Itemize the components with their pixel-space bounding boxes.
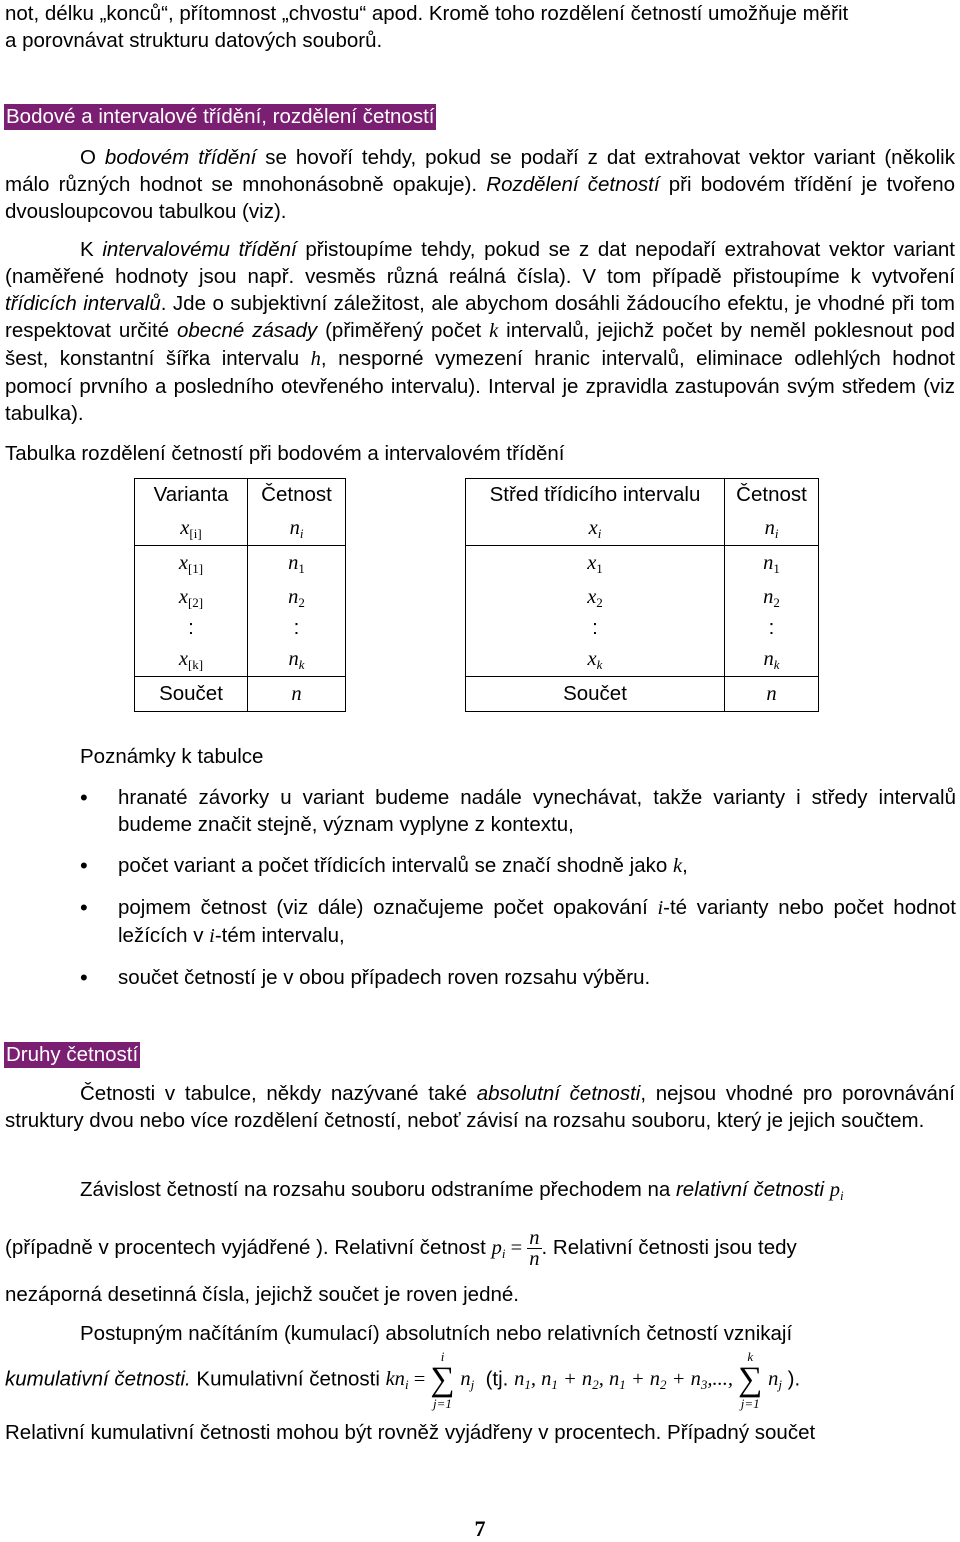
- cell-variant-1: $x_{[1]}$: [135, 546, 248, 581]
- paragraph-relativni-definice: (případně v procentech vyjádřené ). Relativní četnost $p_i$ = $\frac{n}{n}$ . Relativní četnosti jsou tedy: [5, 1226, 797, 1271]
- note-item-4: • součet četností je v obou případech roven rozsahu výběru.: [80, 964, 956, 991]
- formula-partial-sums: $n_1$, $n_1 + n_2$, $n_1 + n_2 + n_3$,...,: [514, 1368, 739, 1393]
- symbol-midpoint: $x_i$: [466, 511, 725, 546]
- cell-frequency-2: $n_2$: [248, 580, 346, 614]
- symbol-frequency-right: $n_i$: [725, 511, 819, 546]
- cell-midpoint-2: $x_2$: [466, 580, 725, 614]
- cell-midpoint-1: $x_1$: [466, 546, 725, 581]
- cell-sum-value: n: [248, 677, 346, 712]
- header-cetnost-right: Četnost: [725, 479, 819, 512]
- cell-dots-variant: :: [135, 614, 248, 642]
- paragraph-kumulace: Postupným načítáním (kumulací) absolutních nebo relativních četností vznikají: [80, 1322, 793, 1345]
- notes-list: [80, 784, 956, 1005]
- paragraph-absolutni-cetnosti: Četnosti v tabulce, někdy nazývané také absolutní četnosti, nejsou vhodné pro porovnávání struktury dvou nebo více rozdělení četností, neboť závisí na rozsahu souboru, který je jejich součtem.: [5, 1082, 956, 1132]
- paragraph-relativni-soucet: nezáporná desetinná čísla, jejichž součet je roven jedné.: [5, 1283, 519, 1306]
- cell-variant-k: $x_{[k]}$: [135, 642, 248, 677]
- cell-sum-label-right: Součet: [466, 677, 725, 712]
- page-number: 7: [474, 1516, 486, 1541]
- header-cetnost: Četnost: [248, 479, 346, 512]
- symbol-frequency: $n_i$: [248, 511, 346, 546]
- section-heading-bodove: Bodové a intervalové třídění, rozdělení četností: [6, 105, 435, 128]
- note-item-2: • počet variant a počet třídicích intervalů se značí shodně jako k,: [80, 852, 956, 880]
- note-item-1: • hranaté závorky u variant budeme nadále vynechávat, takže varianty i středy intervalů budeme značit stejně, význam vyplyne z kontextu,: [80, 784, 956, 838]
- cell-frequency-k: $n_k$: [248, 642, 346, 677]
- paragraph-intervalove-trideni: K intervalovému třídění přistoupíme tehdy, pokud se z dat nepodaří extrahovat vektor variant (naměřené hodnoty jsou např. vesměs různá reálná čísla). V tom případě přistoupíme k vytvoření třídicích intervalů. Jde o subjektivní záležitost, ale abychom dosáhli žádoucího efektu, je vhodné při tom respektovat určité obecné zásady (přiměřený počet k intervalů, jejichž počet by neměl poklesnout pod šest, konstantní šířka intervalu h, nesporné vymezení hranic intervalů, eliminace odlehlých hodnot pomocí prvního a posledního otevřeného intervalu). Interval je zpravidla zastupován svým středem (viz tabulka).: [5, 238, 956, 425]
- cell-frequency-right-2: $n_2$: [725, 580, 819, 614]
- cell-sum-label: Součet: [135, 677, 248, 712]
- paragraph-relativni-cetnosti: Závislost četností na rozsahu souboru odstraníme přechodem na relativní četnosti $p_i$: [80, 1178, 844, 1203]
- symbol-variant: $x_{[i]}$: [135, 511, 248, 546]
- cell-frequency-right-k: $n_k$: [725, 642, 819, 677]
- section-heading-druhy: Druhy četností: [6, 1043, 139, 1066]
- cell-dots-midpoint: :: [466, 614, 725, 642]
- cell-dots-frequency: :: [248, 614, 346, 642]
- formula-kn: $kn_i$: [385, 1368, 409, 1393]
- sum-symbol-1: i ∑ j=1: [430, 1349, 455, 1411]
- intro-line-1: not, délku „konců“, přítomnost „chvostu“ apod. Kromě toho rozdělení četností umožňuje měřit: [5, 2, 849, 25]
- paragraph-bodove-trideni: O bodovém třídění se hovoří tehdy, pokud se podaří z dat extrahovat vektor variant (několik málo různých hodnot se mnohonásobně opakuje). Rozdělení četností při bodovém třídění je tvořeno dvousloupcovou tabulkou (viz).: [5, 146, 955, 223]
- header-varianta: Varianta: [135, 479, 248, 512]
- formula-relative-frequency: $p_i$ = $\frac{n}{n}$: [491, 1226, 540, 1271]
- cell-variant-2: $x_{[2]}$: [135, 580, 248, 614]
- cell-frequency-right-1: $n_1$: [725, 546, 819, 581]
- paragraph-relativni-kumulativni: Relativní kumulativní četnosti mohou být rovněž vyjádřeny v procentech. Případný součet: [5, 1421, 816, 1444]
- frequency-table-interval: [465, 478, 819, 712]
- frequency-table-point: [134, 478, 346, 712]
- cell-sum-value-right: n: [725, 677, 819, 712]
- paragraph-kumulativni-definice: kumulativní četnosti. Kumulativní četnosti $kn_i$ = i ∑ j=1 $n_j$ (tj. $n_1$, $n_1 + n_2$, $n_1 + n_2 + n_3$,..., k ∑ j=1 $n_j$ ).: [5, 1349, 801, 1411]
- sum-symbol-2: k ∑ j=1: [738, 1349, 763, 1411]
- notes-title: Poznámky k tabulce: [80, 745, 264, 768]
- cell-frequency-1: $n_1$: [248, 546, 346, 581]
- table-title: Tabulka rozdělení četností při bodovém a intervalovém třídění: [5, 442, 565, 465]
- cell-midpoint-k: $x_k$: [466, 642, 725, 677]
- cell-dots-frequency-right: :: [725, 614, 819, 642]
- intro-line-2: a porovnávat strukturu datových souborů.: [5, 29, 383, 52]
- header-stred-intervalu: Střed třídicího intervalu: [466, 479, 725, 512]
- note-item-3: • pojmem četnost (viz dále) označujeme počet opakování i-té varianty nebo počet hodnot ležících v i-tém intervalu,: [80, 894, 956, 950]
